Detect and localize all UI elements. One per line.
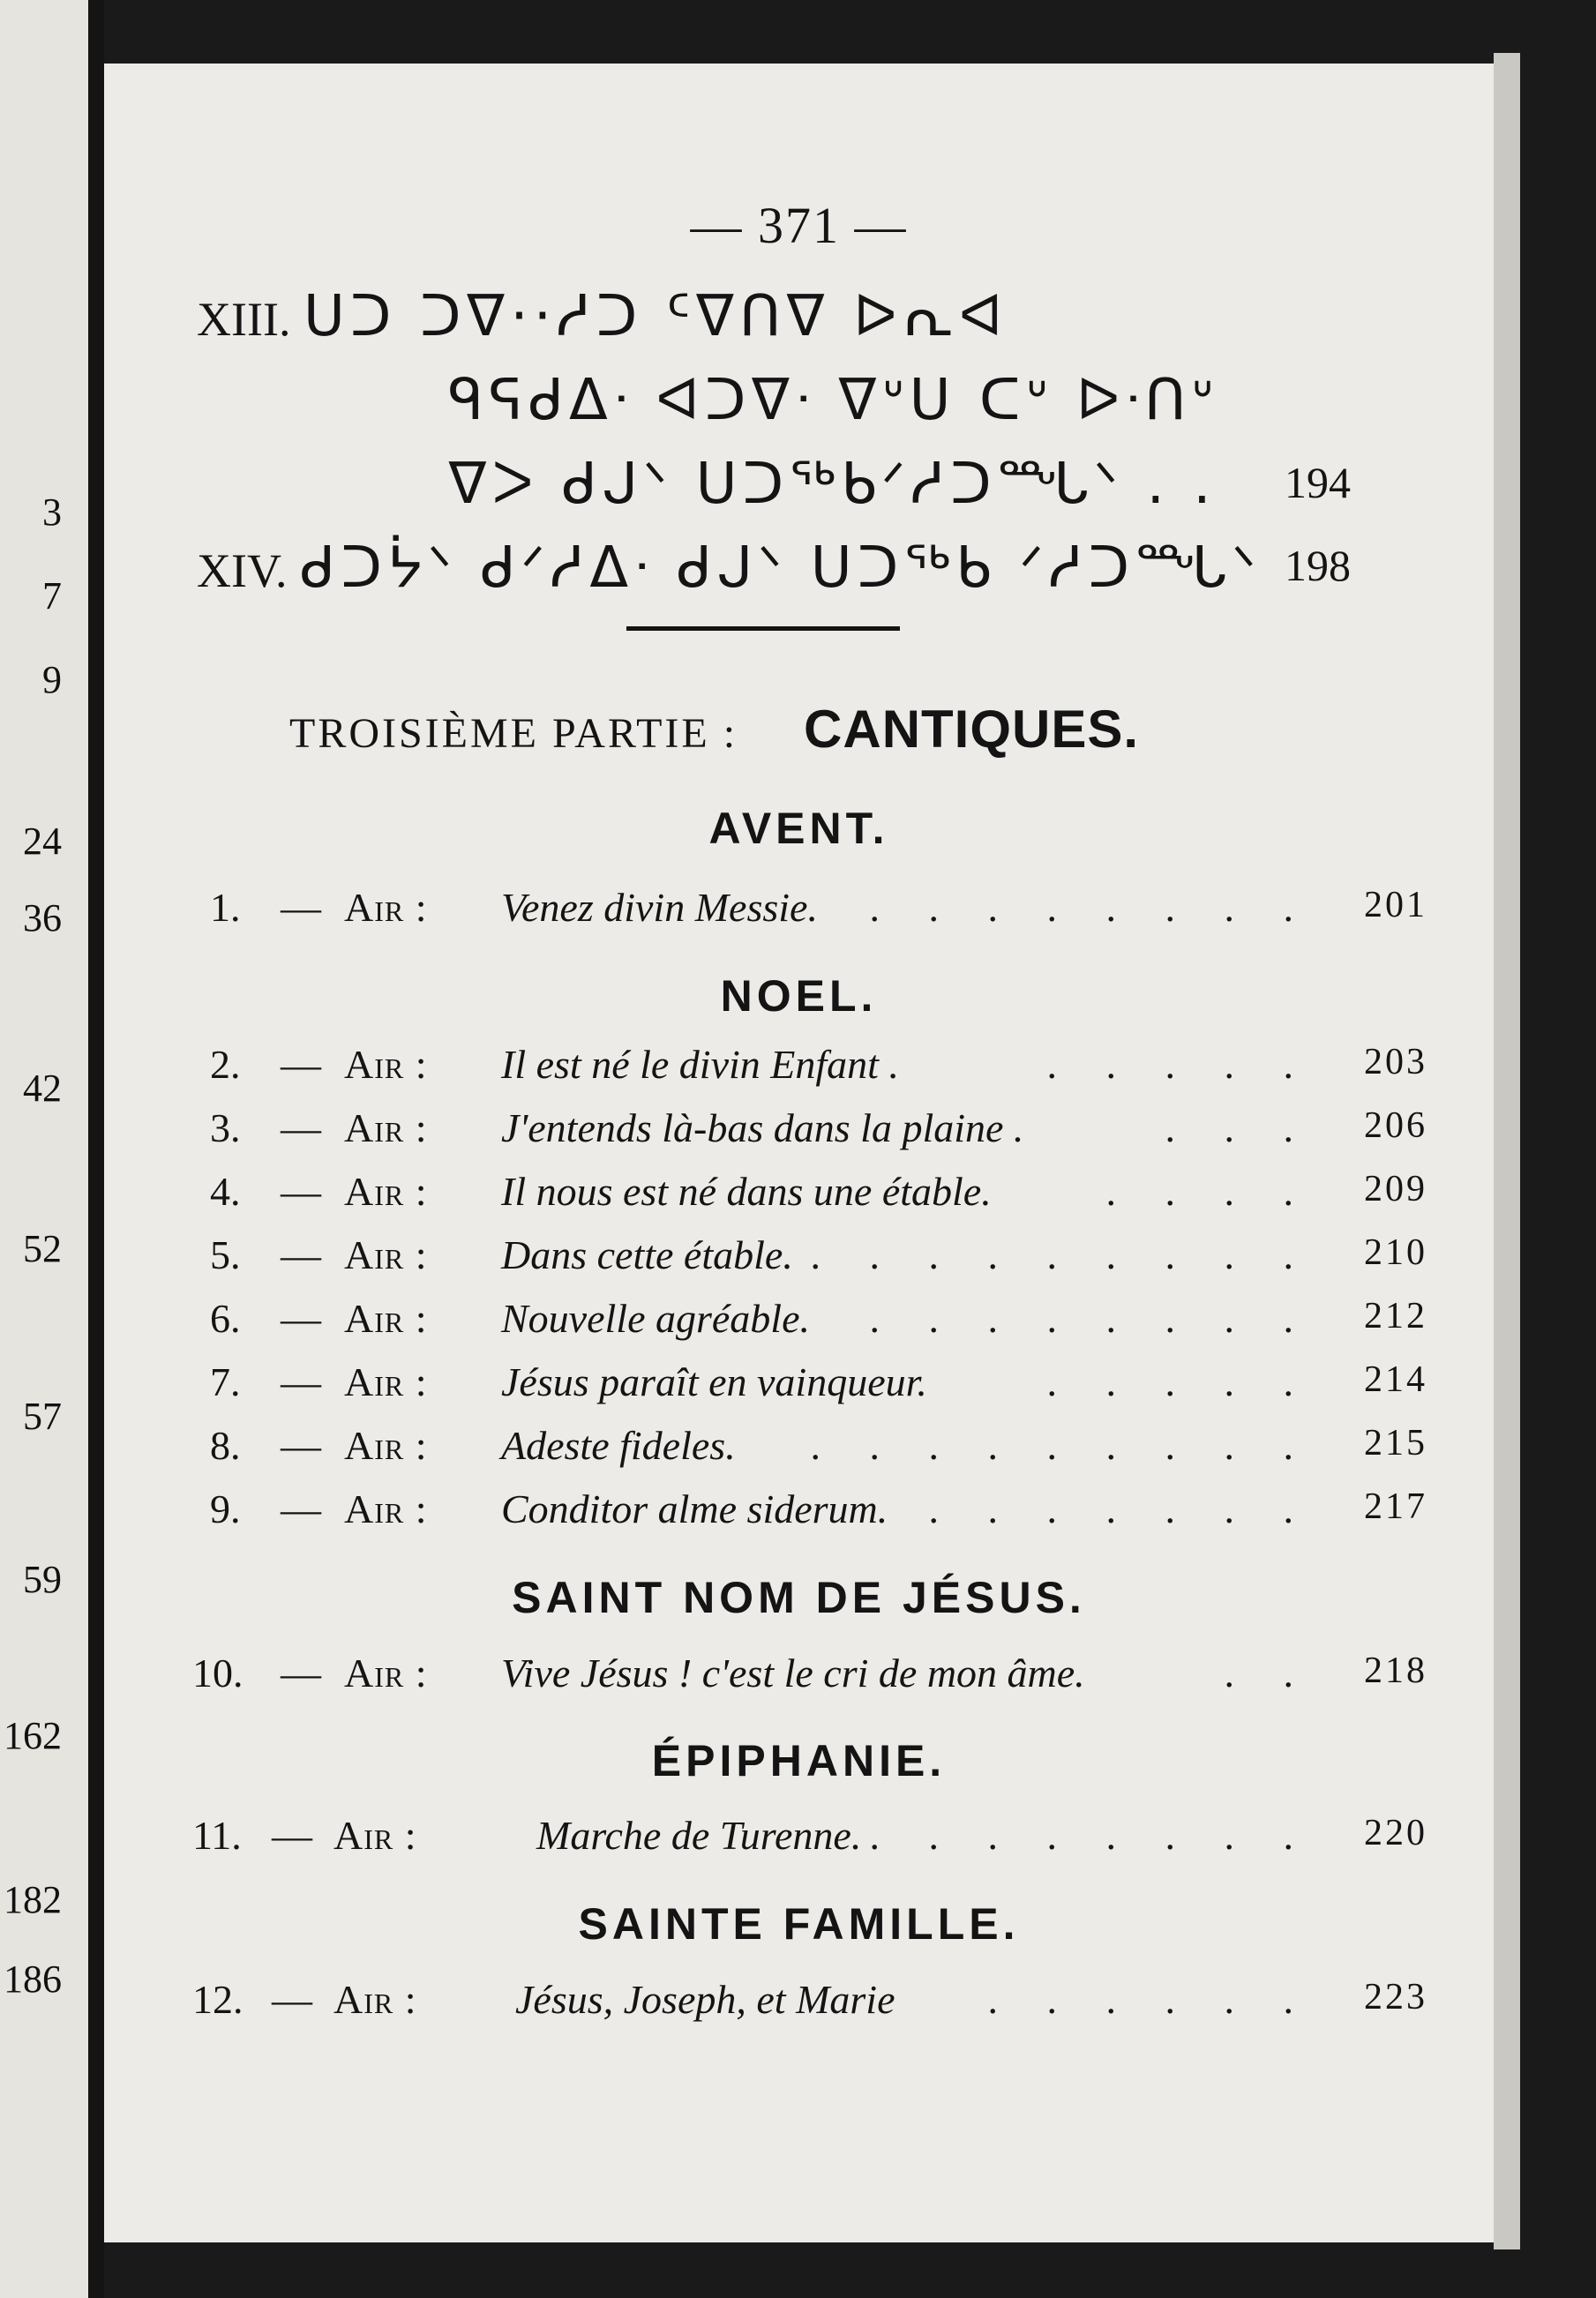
entry-dash: — [281, 1042, 321, 1087]
toc-line [448, 452, 1217, 517]
toc-roman: XIII. [197, 293, 291, 346]
section-heading: SAINTE FAMILLE. [578, 1899, 1020, 1949]
entry-number: 3. [210, 1105, 241, 1150]
entry-title: Nouvelle agréable. [501, 1296, 811, 1341]
entry-leader-dots: . . . . . [1046, 1359, 1313, 1404]
entry-dash: — [281, 1105, 321, 1150]
toc-line [197, 284, 1008, 349]
entry-title: J'entends là-bas dans la plaine . [501, 1105, 1024, 1150]
entry-leader-dots: . . . [1165, 1105, 1313, 1150]
previous-page-number: 24 [23, 820, 62, 863]
entry-air-label: Air : [344, 1105, 428, 1150]
toc-line [197, 535, 1262, 601]
previous-page-number: 36 [23, 896, 62, 939]
previous-page-number: 162 [4, 1714, 62, 1757]
entry-title: Conditor alme siderum. [501, 1486, 888, 1531]
previous-page-number: 182 [4, 1878, 62, 1921]
entry-title: Jésus, Joseph, et Marie [515, 1977, 895, 2022]
section-heading: SAINT NOM DE JÉSUS. [512, 1573, 1086, 1622]
entry-title: Il nous est né dans une étable. [501, 1169, 992, 1214]
entry-number: 1. [210, 885, 241, 930]
toc-page-number: 198 [1285, 541, 1351, 590]
binding-gutter [88, 0, 104, 2298]
entry-leader-dots: . . . . . [1046, 1042, 1313, 1087]
entry-page: 217 [1364, 1486, 1427, 1527]
entry-leader-dots: . . . . . . [987, 1977, 1313, 2022]
previous-page-edge [0, 0, 88, 2298]
entry-air-label: Air : [344, 1296, 428, 1341]
section-heading: AVENT. [708, 804, 889, 853]
list-item [210, 1359, 1427, 1411]
list-item [210, 884, 1427, 937]
previous-page-number: 42 [23, 1067, 62, 1110]
entry-dash: — [272, 1813, 312, 1858]
entry-number: 7. [210, 1359, 241, 1404]
toc-syllabic-text: ᐁᐳ ᑯᒍᐠ ᑌᑐᖅᑲᐟᓱᑐᙵᐠ . . [448, 452, 1217, 517]
entry-air-label: Air : [333, 1977, 417, 2022]
entry-number: 2. [210, 1042, 241, 1087]
entry-page: 223 [1364, 1977, 1427, 2017]
entry-page: 212 [1364, 1296, 1427, 1336]
list-item [210, 1295, 1427, 1348]
previous-page-number: 52 [23, 1227, 62, 1270]
page-number: — 371 — [690, 197, 908, 254]
entry-leader-dots: . . . . . . . . [869, 1813, 1313, 1858]
entry-number: 8. [210, 1423, 241, 1468]
entry-air-label: Air : [344, 885, 428, 930]
list-item [192, 1976, 1427, 2029]
entry-dash: — [281, 1651, 321, 1695]
entry-number: 10. [192, 1651, 244, 1695]
entry-dash: — [281, 1296, 321, 1341]
entry-title: Adeste fideles. [501, 1423, 736, 1468]
entry-leader-dots: . . . . . . . . . [810, 1423, 1313, 1468]
toc-syllabic-text: ᑯᑐᔮᐠ ᑯᐟᓱᐃᐧ ᑯᒍᐠ ᑌᑐᖅᑲ ᐟᓱᑐᙵᐠ [300, 535, 1262, 601]
previous-page-number: 9 [42, 658, 62, 701]
entry-page: 215 [1364, 1423, 1427, 1463]
previous-page-number: 186 [4, 1957, 62, 2001]
entry-page: 220 [1364, 1813, 1427, 1853]
section-heading: NOEL. [720, 971, 878, 1021]
entry-title: Marche de Turenne. [536, 1813, 862, 1858]
entry-number: 5. [210, 1232, 241, 1277]
entry-dash: — [281, 1359, 321, 1404]
entry-number: 9. [210, 1486, 241, 1531]
entry-leader-dots: . . . . . . . . [869, 1296, 1313, 1341]
part-title: CANTIQUES. [804, 700, 1140, 759]
toc-syllabic-text: ᑫᕋᑯᐃᐧ ᐊᑐᐁᐧ ᐁᐡᑌ ᑕᐡ ᐅᐧᑎᐡ [448, 368, 1219, 433]
entry-leader-dots: . . . . . . . . . [810, 1232, 1313, 1277]
entry-dash: — [272, 1977, 312, 2022]
entry-leader-dots: . . . . . . . [928, 1486, 1313, 1531]
entry-leader-dots: . . [1224, 1651, 1313, 1695]
divider-rule [626, 626, 900, 631]
toc-line [448, 368, 1218, 433]
entry-air-label: Air : [344, 1169, 428, 1214]
list-item [210, 1486, 1427, 1538]
entry-title: Il est né le divin Enfant . [501, 1042, 899, 1087]
list-item [192, 1650, 1427, 1703]
entry-number: 11. [192, 1813, 242, 1858]
entry-leader-dots: . . . . [1105, 1169, 1313, 1214]
list-item [210, 1231, 1427, 1284]
entry-air-label: Air : [344, 1359, 428, 1404]
entry-page: 218 [1364, 1651, 1427, 1691]
list-item [210, 1168, 1427, 1221]
previous-page-number: 57 [23, 1395, 62, 1438]
entry-title: Jésus paraît en vainqueur. [501, 1359, 927, 1404]
entry-air-label: Air : [344, 1651, 428, 1695]
entry-air-label: Air : [344, 1486, 428, 1531]
list-item [210, 1104, 1427, 1157]
entry-dash: — [281, 1486, 321, 1531]
entry-page: 209 [1364, 1169, 1427, 1209]
entry-page: 210 [1364, 1232, 1427, 1273]
entry-dash: — [281, 1169, 321, 1214]
entry-air-label: Air : [344, 1423, 428, 1468]
page-edge-right [1494, 53, 1520, 2249]
entry-page: 214 [1364, 1359, 1427, 1400]
entry-number: 6. [210, 1296, 241, 1341]
list-item [210, 1422, 1427, 1475]
toc-page-number: 194 [1285, 458, 1351, 507]
list-item [210, 1041, 1427, 1094]
section-heading: ÉPIPHANIE. [651, 1736, 947, 1785]
entry-page: 203 [1364, 1042, 1427, 1082]
entry-air-label: Air : [333, 1813, 417, 1858]
entry-title: Venez divin Messie. [501, 885, 818, 930]
entry-air-label: Air : [344, 1042, 428, 1087]
toc-roman: XIV. [197, 544, 288, 597]
entry-dash: — [281, 1232, 321, 1277]
list-item [192, 1812, 1427, 1865]
entry-leader-dots: . . . . . . . . [869, 885, 1313, 930]
part-heading [289, 699, 1139, 760]
toc-syllabic-text: ᑌᑐ ᑐᐁ··ᓱᑐ ᑦᐁᑎᐁ ᐅᕆᐊ [303, 284, 1008, 349]
book-page [104, 64, 1494, 2242]
previous-page-number: 7 [42, 574, 62, 618]
part-label: TROISIÈME PARTIE : [289, 710, 738, 757]
entry-title: Dans cette étable. [501, 1232, 793, 1277]
previous-page-number: 59 [23, 1558, 62, 1601]
entry-page: 206 [1364, 1105, 1427, 1146]
entry-air-label: Air : [344, 1232, 428, 1277]
previous-page-number: 3 [42, 490, 62, 534]
entry-page: 201 [1364, 885, 1427, 925]
entry-number: 12. [192, 1977, 244, 2022]
entry-dash: — [281, 885, 321, 930]
entry-title: Vive Jésus ! c'est le cri de mon âme. [501, 1651, 1085, 1695]
entry-dash: — [281, 1423, 321, 1468]
entry-number: 4. [210, 1169, 241, 1214]
